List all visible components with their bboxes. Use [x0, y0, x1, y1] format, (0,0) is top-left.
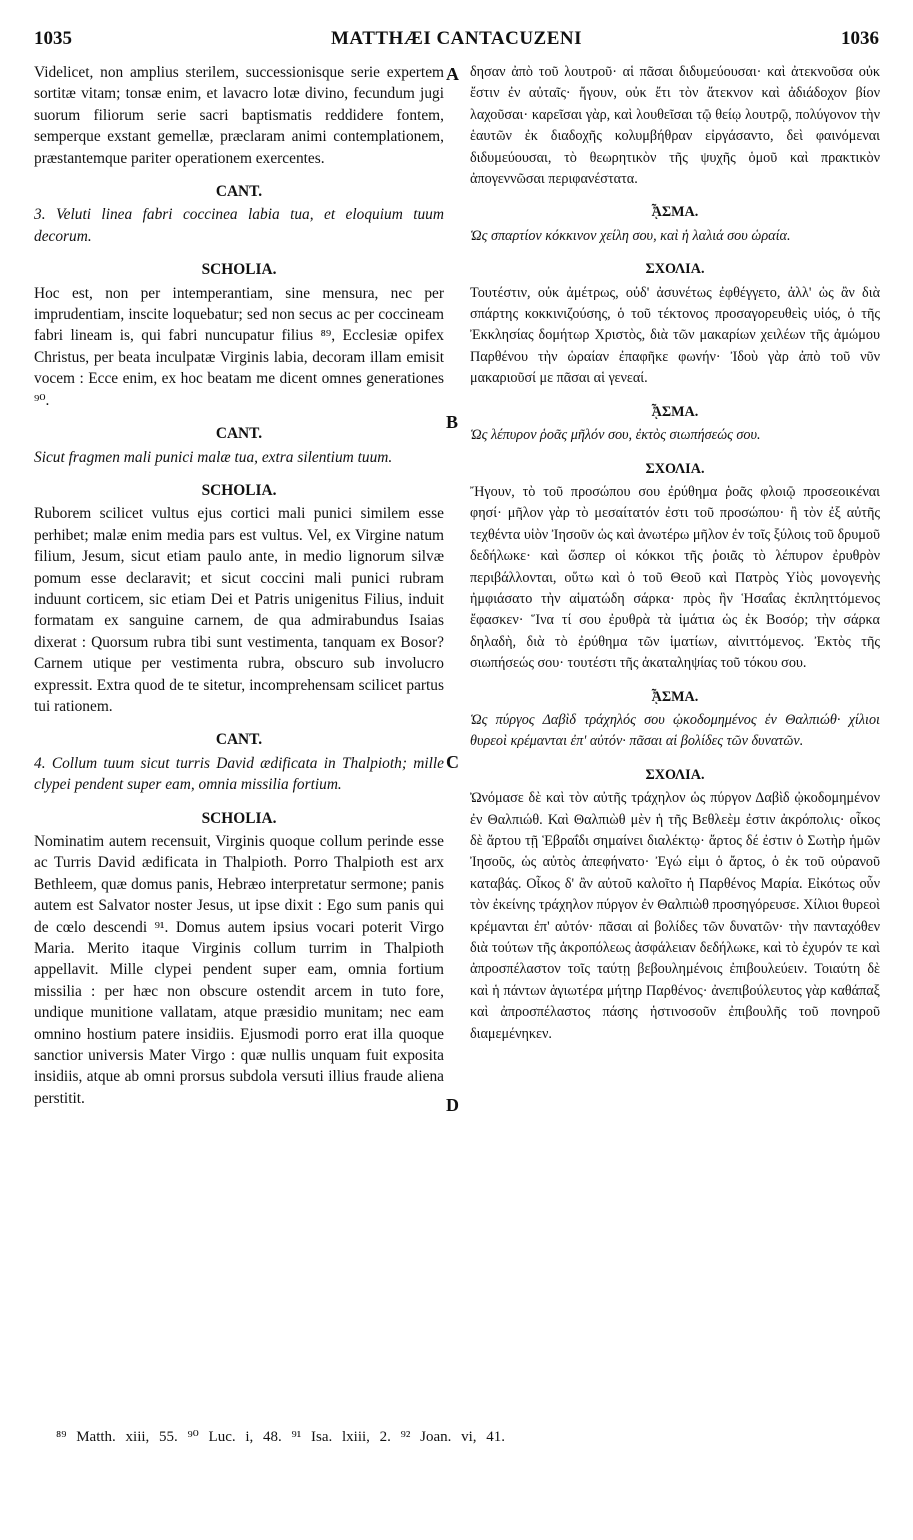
margin-letter-a: A	[446, 64, 459, 84]
latin-column	[34, 62, 444, 1109]
latin-scholia-paragraph: Nominatim autem recensuit, Virginis quoque collum perinde esse ac Turris David ædificata in Thalpioth. Porro Thalpioth est arx Bethleem, quæ domus panis, Hebræo interpretatur sermone; panis autem est Salvator noster Jesus, ut ipse dixit : Ego sum panis qui de cœlo descendi ⁹¹. Domus autem ipsius vocari poterit Virgo Maria. Merito itaque Virginis collum turrim in Thalpioth appellavit. Mille clypei pendent super eam, omnia fortium missilia : per hæc non obscure ostendit arcem in tuto fore, undique munitione vallatam, atque præsidio munitam; nec eam omnino hostium patere insidiis. Ejusmodi porro erat illa quoque sanctior universis Mater Virgo : quæ nullis unquam fuit exposita insidiis, atque ab omni prorsus subdola versuti illius fraude aliena perstitit.	[34, 833, 444, 1107]
latin-scholia-paragraph: Ruborem scilicet vultus ejus cortici mali punici similem esse perhibet; malæ enim media pars est vultus. Vel, ex Virgine natum filium, Jesum, sicut etiam paulo ante, in medio lignorum silvæ pomum esse declaravit; et sicut coccini mali punici rubram induunt corticem, sic etiam Dei et Patris unigenitus Filius, induit formatam ex sanguine carnem, de qua admirabundus Isaias dixerat : Quorsum rubra tibi sunt vestimenta, tanquam ex Bosor? Carnem utique per vestimenta rubra, obscuro sub involucro expressit. Extra quod de te sitetur, incomprehensam scilicet partus tui rationem.	[34, 505, 444, 715]
latin-verse-sicut: Sicut fragmen mali punici malæ tua, extra silentium tuum.	[34, 448, 393, 466]
greek-verse-3: Ὡς σπαρτίον κόκκινον χείλη σου, καὶ ἡ λαλιά σου ὡραία.	[470, 227, 791, 244]
latin-scholia-paragraph: Hoc est, non per intemperantiam, sine mensura, nec per imprudentiam, inscite loquebatur; sed non secus ac per coccineam fabri lineam is, qui fabri nuncupatur filius ⁸⁹, Ecclesiæ opifex Christus, per beata inculpatæ Virginis labia, decoram illam emisit vocem : Ecce enim, ex hoc beatam me dicent omnes generationes ⁹⁰.	[34, 284, 444, 409]
scholia-heading-greek: ΣΧΟΛΙΑ.	[645, 766, 705, 783]
cant-heading: CANT.	[215, 731, 263, 749]
cant-heading: CANT.	[215, 183, 263, 201]
greek-paragraph-intro: δησαν ἀπὸ τοῦ λουτροῦ· αἱ πᾶσαι διδυμεύουσαι· καὶ ἀτεκνοῦσα οὐκ ἔστιν ἐν αὐταῖς· ἤγουν, οὐκ ἔτι τὸν ἄτεκνον καὶ ἀδιάδοχον βίον λαχοῦσαι· καρεῖσαι γὰρ, καὶ λουθεῖσαι τῷ θείῳ λουτρῷ, πολύγονον τὴν ἑαυτῶν ἐκ διαδοχῆς κολυμβήθραν εἰργάσαντο, δεὶ φαινόμεναι διδυμεύουσαι, τὸ θεωρητικὸν τῆς ψυχῆς ὁμοῦ καὶ πρακτικὸν ἀπογεννῶσαι περιφανέστατα.	[470, 64, 880, 188]
margin-letter-d: D	[446, 1095, 459, 1115]
asma-heading: ᾎΣΜΑ.	[651, 204, 699, 221]
greek-scholia-paragraph: Ἤγουν, τὸ τοῦ προσώπου σου ἐρύθημα ῥοᾶς φλοιῷ προσεοικέναι φησί· μῆλον γὰρ τὸ μεσαίτατόν ἐστι τοῦ προσώπου· ἢ τὸν ἐξ αὐτῆς τεχθέντα υἱὸν Ἰησοῦν ὡς καὶ ἀνωτέρω μῆλον ἐν τοῖς ξύλοις τοῦ δρυμοῦ δεδήλωκε· καὶ ὥσπερ οἱ κόκκοι τῆς ῥοιᾶς τὸ λέπυρον ἐρυθρὸν περιβάλλονται, οὕτω καὶ ὁ τοῦ Θεοῦ καὶ Πατρὸς Υἱὸς μονογενὴς ἠμφιάσατο τὴν αἱματώδη σάρκα· πρὸς ἣν Ἡσαΐας ἐκπληττόμενος ἔφασκεν· Ἵνα τί σου ἐρυθρὰ τὰ ἱμάτια ὡς ἐκ Βοσόρ; τὴν σάρκα δηλαδὴ, διὰ τὸ ἐρύθημα τῶν ἱματίων, αἰνιττόμενος. Ἐκτὸς τῆς σιωπήσεώς σου· τουτέστι τῆς ἀκαταληψίας τοῦ τόκου σου.	[470, 483, 880, 672]
asma-heading: ᾎΣΜΑ.	[651, 403, 699, 420]
page-header	[34, 28, 879, 58]
scholia-heading: SCHOLIA.	[201, 261, 277, 279]
scholia-heading-greek: ΣΧΟΛΙΑ.	[645, 460, 705, 477]
scholia-heading: SCHOLIA.	[201, 809, 277, 827]
scholia-heading-greek: ΣΧΟΛΙΑ.	[645, 261, 705, 278]
page-number-left: 1035	[34, 28, 72, 49]
scholia-heading: SCHOLIA.	[201, 481, 277, 499]
margin-letter-c: C	[446, 752, 459, 772]
greek-scholia-paragraph: Ὠνόμασε δὲ καὶ τὸν αὐτῆς τράχηλον ὡς πύργον Δαβὶδ ᾠκοδομημένον ἐν Θαλπιώθ. Καὶ Θαλπιὼθ μὲν ἡ τῆς Βεθλεὲμ ἐστιν ἀκρόπολις· οἶκος δὲ ἄρτου τῇ Ἑβραΐδι σημαίνει διαλέκτῳ· ἄρτος δέ ἐστιν ὁ Σωτὴρ ἡμῶν Ἰησοῦς, ὡς αὐτὸς ἀπεφήνατο· Ἐγώ εἰμι ὁ ἄρτος, ὁ ἐκ τοῦ οὐρανοῦ καταβάς. Οἶκος δ' ἂν αὐτοῦ καλοῖτο ἡ Παρθένος Μαρία. Εἰκότως οὖν τὸν ἐκείνης τράχηλον πύργον ἐν Θαλπιὼθ προσηγόρευσε. Χίλιοι θυρεοὶ κρέμανται ἐπ' αὐτόν· πᾶσαι αἱ βολίδες τῶν δυνατῶν· τὴν πανταχόθεν διὰ τούτων τῆς ἀκροπόλεως ἀσφάλειαν δεδήλωκε, καὶ τὸ ἐχυρόν τε καὶ ἀπροσπέλαστον τοῖς ταύτῃ βεβουλημένοις ἐπιβουλεύειν. Τοιαύτη δὲ καὶ ἡ πάντων ἁγιωτέρα μήτηρ Παρθένος· ἀνεπιβούλευτος γὰρ καθάπαξ καὶ ἀπροσπέλαστος πάσης ἡστινοσοῦν ἐπιβουλῆς τοῦ πονηροῦ διαμεμένηκεν.	[470, 790, 880, 1042]
greek-scholia-paragraph: Τουτέστιν, οὐκ ἀμέτρως, οὐδ' ἀσυνέτως ἐφθέγγετο, ἀλλ' ὡς ἂν διὰ σπάρτης κοκκινιζούσης, ὁ τοῦ τέκτονος προσαγορευθεὶς υἱός, ὁ τῆς Ἐκκλησίας δομήτωρ Χριστὸς, διὰ τῶν μακαρίων χειλέων τῆς ἀμώμου Παρθένου τὴν ὡραίαν ἐπαφῆκε φωνήν· Ἰδοὺ γὰρ ἀπὸ τοῦ νῦν μακαριοῦσί με πᾶσαι αἱ γενεαί.	[470, 284, 880, 387]
greek-verse-sicut: Ὡς λέπυρον ῥοᾶς μῆλόν σου, ἐκτὸς σιωπήσεώς σου.	[470, 427, 761, 444]
latin-paragraph-intro: Videlicet, non amplius sterilem, successionisque serie expertem sortitæ vitam; tonsæ enim, et lavacro lotæ divino, fecundum jugi suorum filiorum serie sacri baptismatis reddidere fontem, semperque exstant gemellæ, præclaram animi contemplationem, præstantemque pariter operationem exercentes.	[34, 64, 444, 167]
page-number-right: 1036	[841, 28, 879, 49]
cant-heading: CANT.	[215, 425, 263, 443]
greek-column	[470, 62, 880, 1045]
footnotes: ⁸⁹ Matth. xiii, 55. ⁹⁰ Luc. i, 48. ⁹¹ Isa. lxiii, 2. ⁹² Joan. vi, 41.	[56, 1429, 506, 1445]
asma-heading: ᾎΣΜΑ.	[651, 688, 699, 705]
margin-letter-b: B	[446, 412, 459, 432]
latin-verse-3: 3. Veluti linea fabri coccinea labia tua, et eloquium tuum decorum.	[34, 206, 444, 245]
greek-verse-4: Ὡς πύργος Δαβὶδ τράχηλός σου ᾠκοδομημένος ἐν Θαλπιώθ· χίλιοι θυρεοὶ κρέμανται ἐπ' αὐτόν· πᾶσαι αἱ βολίδες τῶν δυνατῶν.	[470, 711, 880, 750]
running-title: MATTHÆI CANTACUZENI	[330, 28, 583, 49]
latin-verse-4: 4. Collum tuum sicut turris David ædificata in Thalpioth; mille clypei pendent super eam, omnia missilia fortium.	[34, 754, 444, 794]
